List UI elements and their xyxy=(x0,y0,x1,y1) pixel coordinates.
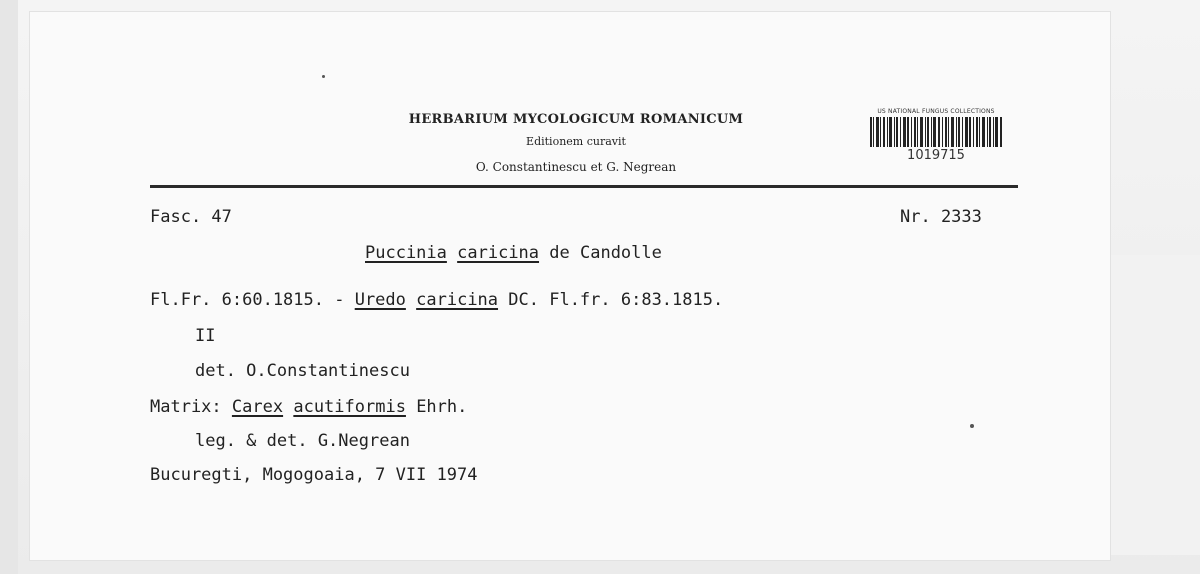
synonym-citation: DC. Fl.fr. 6:83.1815. xyxy=(508,290,724,310)
host-genus: Carex xyxy=(231,397,284,417)
sheet-edge xyxy=(0,0,18,574)
herbarium-title: HERBARIUM MYCOLOGICUM ROMANICUM xyxy=(408,112,744,127)
synonym-genus: Uredo xyxy=(354,290,406,310)
header-rule xyxy=(150,185,1018,188)
paper-speck xyxy=(970,424,974,428)
locality-date: Bucuregti, Mogogoaia, 7 VII 1974 xyxy=(150,465,478,485)
barcode-label xyxy=(866,108,1006,178)
fascicle-number: Fasc. 47 xyxy=(150,207,232,227)
species-epithet: caricina xyxy=(457,243,540,263)
host-matrix xyxy=(150,397,467,417)
reference-citation: Fl.Fr. 6:60.1815. - xyxy=(150,290,355,310)
reference-line xyxy=(150,290,723,310)
species-name xyxy=(365,243,662,263)
spore-stage: II xyxy=(195,326,216,346)
matrix-prefix: Matrix: xyxy=(150,397,222,417)
herbarium-subtitle: Editionem curavit xyxy=(526,135,626,148)
species-genus: Puccinia xyxy=(365,243,447,263)
collector: leg. & det. G.Negrean xyxy=(195,431,410,451)
exsiccata-number: Nr. 2333 xyxy=(900,207,982,227)
herbarium-editors: O. Constantinescu et G. Negrean xyxy=(475,160,677,174)
paper-speck xyxy=(322,75,325,78)
species-author: de Candolle xyxy=(549,243,662,263)
barcode-bars xyxy=(870,117,1002,147)
host-epithet: acutiformis xyxy=(293,397,406,417)
barcode-number: 1019715 xyxy=(907,148,965,163)
barcode-caption: US NATIONAL FUNGUS COLLECTIONS xyxy=(877,108,995,115)
sheet-fold xyxy=(1105,255,1200,555)
synonym-epithet: caricina xyxy=(416,290,499,310)
host-author: Ehrh. xyxy=(416,397,468,417)
determiner: det. O.Constantinescu xyxy=(195,361,410,381)
